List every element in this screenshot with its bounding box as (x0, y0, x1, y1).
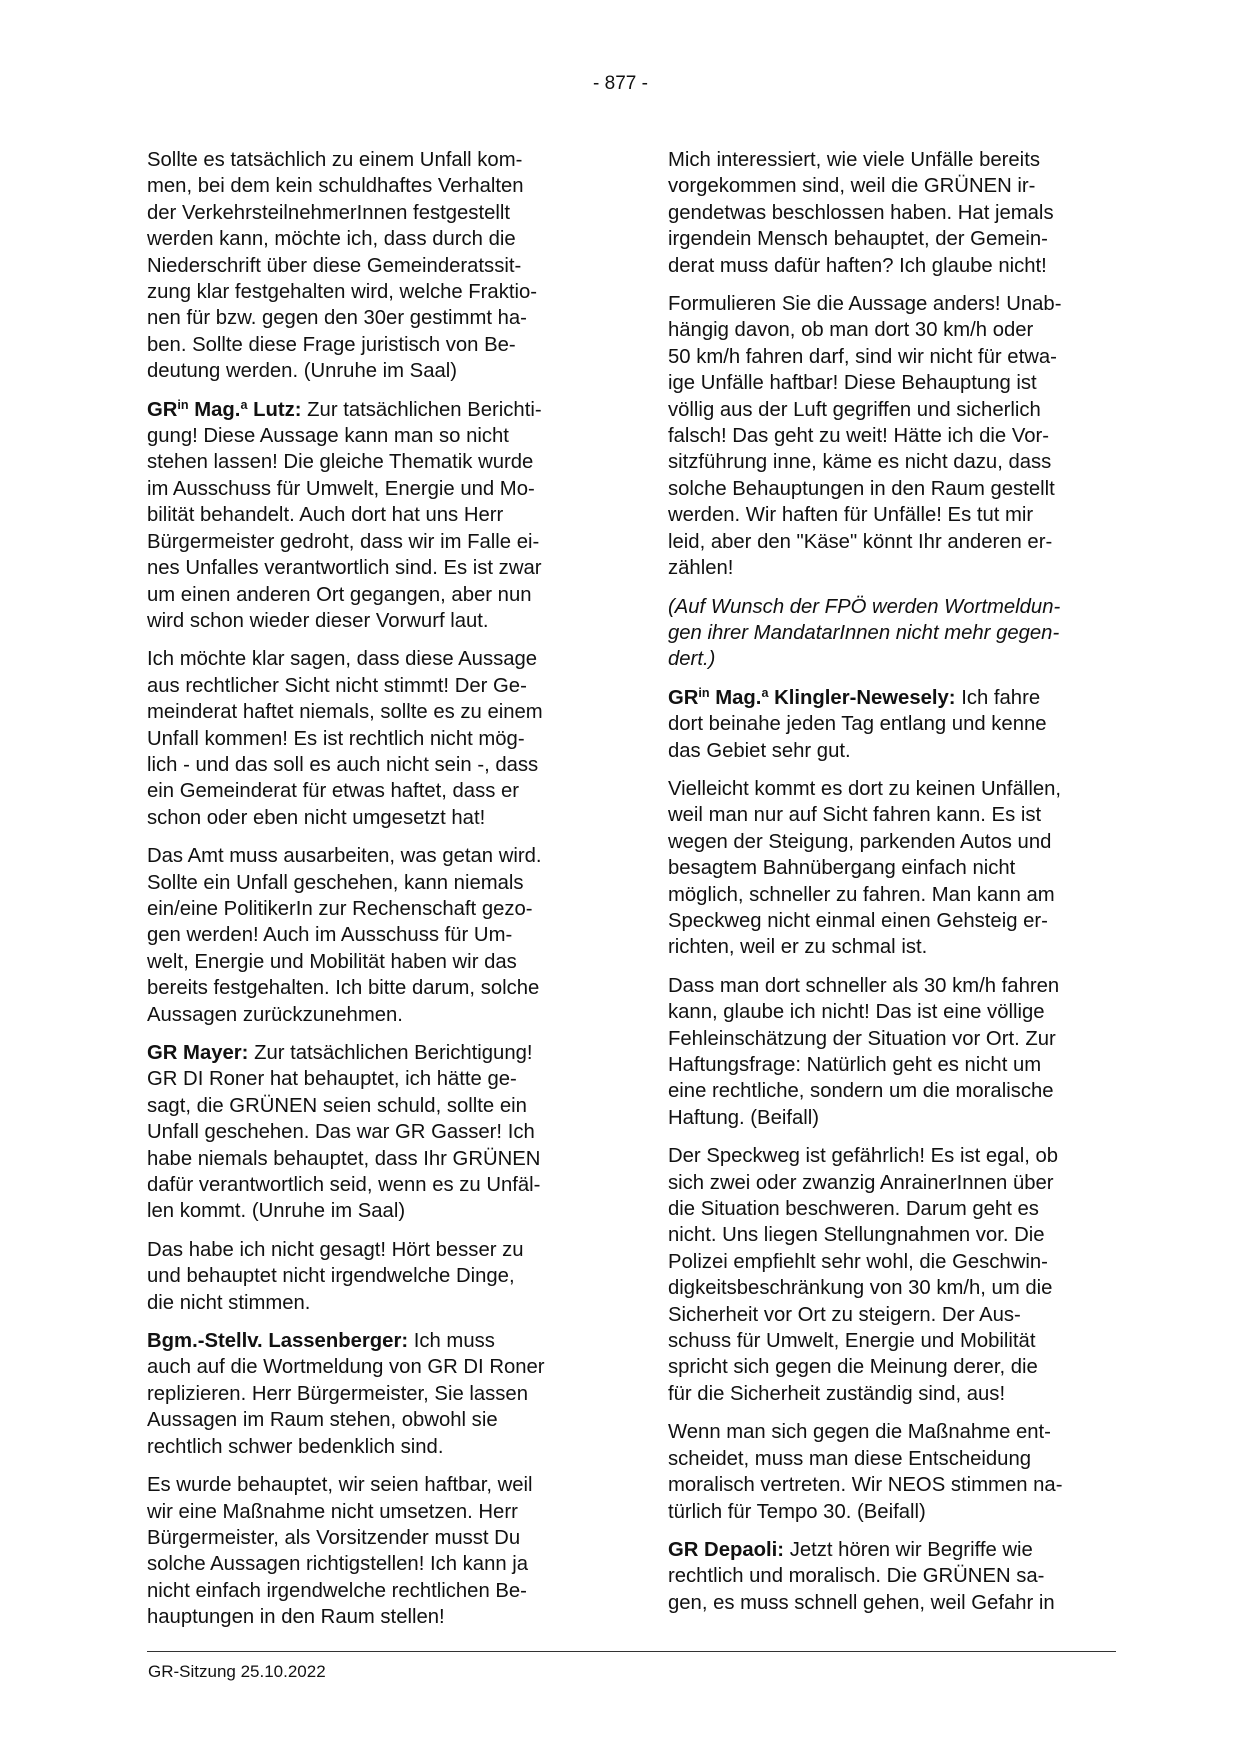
paragraph: Es wurde behauptet, wir seien haftbar, weil wir eine Maßnahme nicht umsetzen. Herr Bürgermeister, als Vorsitzender musst Du solche Aussagen richtigstellen! Ich kann ja nicht einfach irgendwelche rechtlichen Be- hauptungen in den Raum stellen! (147, 1474, 533, 1629)
left-column (147, 147, 591, 1643)
footer-divider (147, 1651, 1116, 1652)
speech-lassenberger: Bgm.-Stellv. Lassenberger: Ich muss auch auf die Wortmeldung von GR DI Roner replizieren. Herr Bürgermeister, Sie lassen Aussagen im Raum stehen, obwohl sie rechtlich schwer bedenklich sind. (147, 1330, 545, 1458)
speech-klingler-newesely: $GR^{in}$ Mag.$^a$ Klingler-Newesely: Ich fahre dort beinahe jeden Tag entlang und kenne das Gebiet sehr gut. (668, 685, 1047, 762)
paragraph: Mich interessiert, wie viele Unfälle bereits vorgekommen sind, weil die GRÜNEN ir- gendetwas beschlossen haben. Hat jemals irgendein Mensch behauptet, der Gemein- derat muss dafür haften? Ich glaube nicht! (668, 149, 1054, 277)
paragraph: Vielleicht kommt es dort zu keinen Unfällen, weil man nur auf Sicht fahren kann. Es ist wegen der Steigung, parkenden Autos und besagtem Bahnübergang einfach nicht möglich, schneller zu fahren. Man kann am Speckweg nicht einmal einen Gehsteig er- richten, weil er zu schmal ist. (668, 777, 1062, 959)
paragraph: Sollte es tatsächlich zu einem Unfall kom- men, bei dem kein schuldhaftes Verhalten der VerkehrsteilnehmerInnen festgestellt werden kann, möchte ich, dass durch die Niederschrift über diese Gemeinderatssit- zung klar festgehalten wird, welche Fraktio- nen für bzw. gegen den 30er gestimmt ha- ben. Sollte diese Frage juristisch von Be- deutung werden. (Unruhe im Saal) (147, 149, 538, 383)
speaker-name: $GR^{in}$ Mag.$^a$ Lutz: (147, 397, 302, 421)
speech-lutz: $GR^{in}$ Mag.$^a$ Lutz: Zur tatsächlichen Berichti- gung! Diese Aussage kann man so nicht stehen lassen! Die gleiche Thematik wurde im Ausschuss für Umwelt, Energie und Mo- bilität behandelt. Auch dort hat uns Herr Bürgermeister gedroht, dass wir im Falle ei- nes Unfalles verantwortlich sind. Es ist zwar um einen anderen Ort gegangen, aber nun wird schon wieder dieser Vorwurf laut. (147, 397, 542, 632)
speech-depaoli: GR Depaoli: Jetzt hören wir Begriffe wie rechtlich und moralisch. Die GRÜNEN sa- gen, es muss schnell gehen, weil Gefahr in (668, 1538, 1055, 1614)
paragraph: Dass man dort schneller als 30 km/h fahren kann, glaube ich nicht! Das ist eine völlige Fehleinschätzung der Situation vor Ort. Zur Haftungsfrage: Natürlich geht es nicht um eine rechtliche, sondern um die moralische Haftung. (Beifall) (668, 974, 1060, 1129)
speaker-name: $GR^{in}$ Mag.$^a$ Klingler-Newesely: (668, 685, 956, 709)
speaker-name: Bgm.-Stellv. Lassenberger: (147, 1330, 409, 1353)
speaker-name: GR Depaoli: (668, 1538, 785, 1561)
paragraph: Das habe ich nicht gesagt! Hört besser zu und behauptet nicht irgendwelche Dinge, die nicht stimmen. (147, 1238, 524, 1314)
editorial-note: (Auf Wunsch der FPÖ werden Wortmeldun- gen ihrer MandatarInnen nicht mehr gegen- dert.) (668, 595, 1061, 671)
paragraph: Das Amt muss ausarbeiten, was getan wird. Sollte ein Unfall geschehen, kann niemals ein/eine PolitikerIn zur Rechenschaft gezo- gen werden! Auch im Ausschuss für Um- welt, Energie und Mobilität haben wir das bereits festgehalten. Ich bitte darum, solche Aussagen zurückzunehmen. (147, 845, 542, 1026)
right-column (668, 147, 1112, 1628)
paragraph: Formulieren Sie die Aussage anders! Unab- hängig davon, ob man dort 30 km/h oder 50 km/h fahren darf, sind wir nicht für etwa- ige Unfälle haftbar! Diese Behauptung ist völlig aus der Luft gegriffen und sicherlich falsch! Das geht zu weit! Hätte ich die Vor- sitzführung inne, käme es nicht dazu, dass solche Behauptungen in den Raum gestellt werden. Wir haften für Unfälle! Es tut mir leid, aber den "Käse" könnt Ihr anderen er- zählen! (668, 293, 1062, 580)
footer-session-label: GR-Sitzung 25.10.2022 (148, 1662, 326, 1681)
paragraph: Der Speckweg ist gefährlich! Es ist egal, ob sich zwei oder zwanzig AnrainerInnen über die Situation beschweren. Darum geht es nicht. Uns liegen Stellungnahmen vor. Die Polizei empfiehlt sehr wohl, die Geschwin- digkeitsbeschränkung von 30 km/h, um die Sicherheit vor Ort zu steigern. Der Aus- schuss für Umwelt, Energie und Mobilität spricht sich gegen die Meinung derer, die für die Sicherheit zuständig sind, aus! (668, 1145, 1059, 1405)
paragraph: Wenn man sich gegen die Maßnahme ent- scheidet, muss man diese Entscheidung moralisch vertreten. Wir NEOS stimmen na- türlich für Tempo 30. (Beifall) (668, 1421, 1063, 1523)
page-number: - 877 - (593, 73, 648, 94)
paragraph: Ich möchte klar sagen, dass diese Aussage aus rechtlicher Sicht nicht stimmt! Der Ge- meinderat haftet niemals, sollte es zu einem Unfall kommen! Es ist rechtlich nicht mög- lich - und das soll es auch nicht sein -, dass ein Gemeinderat für etwas haftet, dass er schon oder eben nicht umgesetzt hat! (147, 648, 543, 829)
speech-mayer: GR Mayer: Zur tatsächlichen Berichtigung! GR DI Roner hat behauptet, ich hätte ge- sagt, die GRÜNEN seien schuld, sollte ein Unfall geschehen. Das war GR Gasser! Ich habe niemals behauptet, dass Ihr GRÜNEN dafür verantwortlich seid, wenn es zu Unfäl- len kommt. (Unruhe im Saal) (147, 1042, 541, 1223)
speaker-name: GR Mayer: (147, 1042, 249, 1064)
